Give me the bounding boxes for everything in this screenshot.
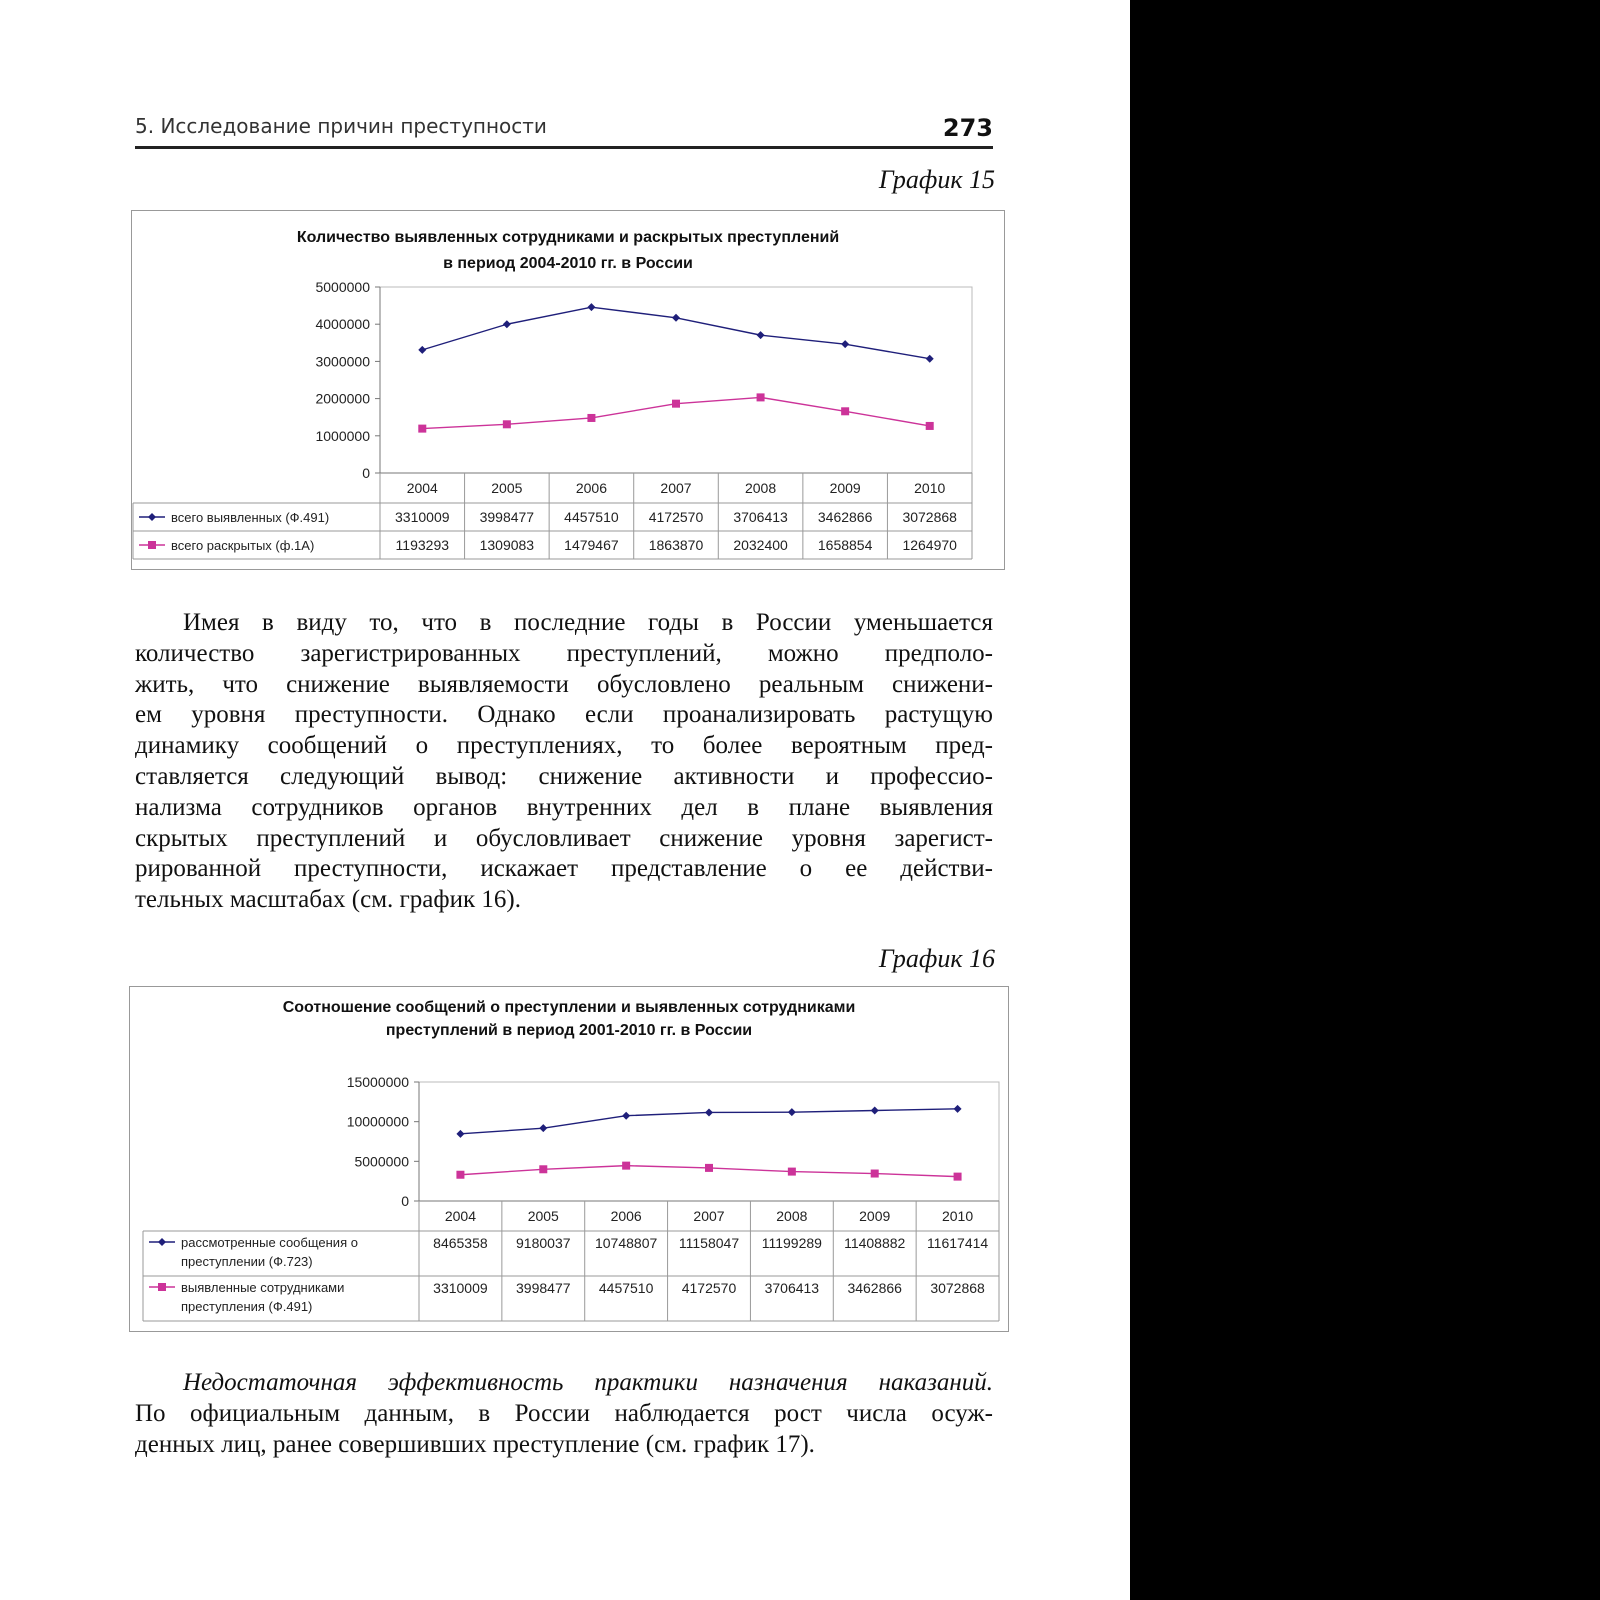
series-2-point bbox=[456, 1171, 464, 1179]
legend-key-marker bbox=[148, 513, 156, 521]
data-table-value: 9180037 bbox=[516, 1235, 571, 1251]
page-number: 273 bbox=[942, 114, 993, 142]
x-category-label: 2006 bbox=[575, 480, 608, 496]
chart16-title-line1: Соотношение сообщений о преступлении и выявленных сотрудниками bbox=[282, 999, 856, 1016]
data-table-value: 3998477 bbox=[516, 1280, 571, 1296]
series-1-point bbox=[757, 331, 765, 339]
legend-label: преступлении (Ф.723) bbox=[181, 1254, 313, 1269]
series-1-point bbox=[841, 340, 849, 348]
x-category-label: 2006 bbox=[610, 1208, 642, 1224]
data-table-value: 3706413 bbox=[764, 1280, 820, 1296]
chart15-title-line1: Количество выявленных сотрудниками и раскрытых преступлений bbox=[296, 229, 840, 246]
header-rule bbox=[135, 146, 993, 149]
y-tick-label: 2000000 bbox=[315, 390, 370, 407]
data-table-value: 3310009 bbox=[433, 1280, 488, 1296]
series-2-point bbox=[672, 400, 680, 408]
paragraph-1-line: скрытых преступлений и обусловливает снижение уровня зарегист- bbox=[135, 824, 993, 852]
paragraph-1-line: ставляется следующий вывод: снижение активности и профессио- bbox=[135, 762, 993, 790]
series-2-point bbox=[841, 407, 849, 415]
series-1-point bbox=[587, 303, 595, 311]
paragraph-2-heading: Недостаточная эффективность практики назначения наказаний. bbox=[183, 1369, 993, 1396]
data-table-value: 3462866 bbox=[847, 1280, 902, 1296]
x-category-label: 2004 bbox=[406, 480, 438, 496]
series-2-point bbox=[622, 1162, 630, 1170]
chart15-caption: График 15 bbox=[878, 165, 995, 194]
data-table-value: 3998477 bbox=[479, 509, 535, 525]
data-table-value: 3072868 bbox=[902, 509, 957, 525]
y-tick-label: 10000000 bbox=[346, 1113, 409, 1130]
series-1-point bbox=[871, 1106, 879, 1114]
legend-key-marker bbox=[158, 1283, 166, 1291]
series-1-point bbox=[672, 314, 680, 322]
paragraph-1-line: ем уровня преступности. Однако если проанализировать растущую bbox=[135, 701, 993, 729]
series-2-point bbox=[587, 414, 595, 422]
data-table-value: 11617414 bbox=[926, 1235, 989, 1251]
x-category-label: 2007 bbox=[660, 480, 692, 496]
scan-black-margin bbox=[1130, 0, 1600, 1600]
data-table-value: 11158047 bbox=[678, 1235, 740, 1251]
paragraph-2-line bbox=[135, 1368, 993, 1399]
paragraph-1-line: нализма сотрудников органов внутренних дел в плане выявления bbox=[135, 793, 993, 821]
data-table-value: 1658854 bbox=[817, 537, 873, 553]
x-category-label: 2004 bbox=[444, 1208, 477, 1224]
chart15-figure bbox=[131, 210, 1005, 570]
y-tick-label: 4000000 bbox=[315, 316, 370, 333]
series-1-point bbox=[622, 1112, 630, 1120]
series-2-point bbox=[539, 1165, 547, 1173]
data-table-value: 3072868 bbox=[930, 1280, 985, 1296]
series-1-point bbox=[954, 1105, 962, 1113]
y-tick-label: 0 bbox=[401, 1193, 409, 1209]
series-2-point bbox=[418, 425, 426, 433]
series-2-point bbox=[757, 393, 765, 401]
paragraph-1-line: динамику сообщений о преступлениях, то более вероятным пред- bbox=[135, 732, 993, 760]
series-1-point bbox=[705, 1108, 713, 1116]
x-category-label: 2008 bbox=[744, 480, 777, 496]
legend-label: выявленные сотрудниками bbox=[181, 1280, 345, 1295]
data-table-value: 3706413 bbox=[733, 509, 788, 525]
paragraph-2-line: По официальным данным, в России наблюдается рост числа осуж- bbox=[135, 1399, 993, 1427]
legend-label: всего выявленных (Ф.491) bbox=[171, 510, 330, 525]
x-category-label: 2009 bbox=[829, 480, 861, 496]
data-table-value: 1863870 bbox=[648, 537, 704, 553]
data-table-value: 4172570 bbox=[648, 509, 704, 525]
paragraph-2 bbox=[135, 1368, 993, 1460]
series-2-point bbox=[788, 1168, 796, 1176]
chart15-svg bbox=[132, 211, 1004, 569]
paragraph-1-line: тельных масштабах (см. график 16). bbox=[135, 886, 521, 914]
legend-label: рассмотренные сообщения о bbox=[181, 1235, 358, 1250]
data-table-value: 1264970 bbox=[902, 537, 957, 553]
data-table-value: 8465358 bbox=[433, 1235, 488, 1251]
series-2-point bbox=[954, 1173, 962, 1181]
data-table-value: 10748807 bbox=[594, 1235, 658, 1251]
x-category-label: 2008 bbox=[776, 1208, 808, 1224]
series-1-point bbox=[788, 1108, 796, 1116]
data-table-value: 11408882 bbox=[844, 1235, 906, 1251]
x-category-label: 2009 bbox=[859, 1208, 891, 1224]
series-1-point bbox=[418, 346, 426, 354]
chart16-title-line2: преступлений в период 2001-2010 гг. в России bbox=[385, 1022, 753, 1039]
y-tick-label: 0 bbox=[362, 465, 370, 481]
chart16-caption: График 16 bbox=[878, 944, 995, 973]
data-table-value: 11199289 bbox=[761, 1235, 822, 1251]
data-table-value: 1193293 bbox=[395, 537, 450, 553]
data-table-value: 4457510 bbox=[564, 509, 619, 525]
chart16-svg bbox=[130, 987, 1008, 1331]
series-2-point bbox=[705, 1164, 713, 1172]
x-category-label: 2010 bbox=[914, 480, 946, 496]
paragraph-1-line: Имея в виду то, что в последние годы в России уменьшается bbox=[183, 609, 993, 636]
data-table-value: 3310009 bbox=[395, 509, 450, 525]
data-table-value: 1479467 bbox=[564, 537, 619, 553]
y-tick-label: 1000000 bbox=[315, 427, 370, 444]
y-tick-label: 5000000 bbox=[315, 279, 370, 295]
x-category-label: 2007 bbox=[693, 1208, 725, 1224]
paragraph-1-line: рированной преступности, искажает представление о ее действи- bbox=[135, 855, 993, 883]
running-header: 5. Исследование причин преступности bbox=[135, 114, 547, 138]
series-1-point bbox=[539, 1124, 547, 1132]
paragraph-2-line: денных лиц, ранее совершивших преступление (см. график 17). bbox=[135, 1430, 815, 1458]
x-category-label: 2005 bbox=[491, 480, 523, 496]
data-table-value: 4172570 bbox=[681, 1280, 737, 1296]
chart15-title-line2: в период 2004-2010 гг. в России bbox=[443, 255, 693, 272]
x-category-label: 2010 bbox=[941, 1208, 974, 1224]
series-1-point bbox=[456, 1130, 464, 1138]
y-tick-label: 3000000 bbox=[315, 353, 370, 370]
legend-key-marker bbox=[158, 1238, 166, 1246]
data-table-value: 2032400 bbox=[733, 537, 788, 553]
paragraph-1-line: жить, что снижение выявляемости обусловлено реальным снижени- bbox=[135, 670, 993, 698]
legend-label: всего раскрытых (ф.1А) bbox=[171, 538, 315, 553]
data-table-value: 1309083 bbox=[479, 537, 535, 553]
chart16-figure bbox=[129, 986, 1009, 1332]
series-1-point bbox=[503, 320, 511, 328]
x-category-label: 2005 bbox=[527, 1208, 559, 1224]
series-2-point bbox=[871, 1170, 879, 1178]
y-tick-label: 15000000 bbox=[346, 1074, 409, 1090]
plot-area bbox=[419, 1082, 999, 1201]
data-table-value: 4457510 bbox=[598, 1280, 654, 1296]
paragraph-1 bbox=[135, 608, 993, 916]
data-table-value: 3462866 bbox=[817, 509, 873, 525]
legend-label: преступления (Ф.491) bbox=[181, 1299, 313, 1314]
series-2-point bbox=[926, 422, 934, 430]
series-2-point bbox=[503, 420, 511, 428]
y-tick-label: 5000000 bbox=[354, 1153, 409, 1170]
paragraph-1-line: количество зарегистрированных преступлений, можно предполо- bbox=[135, 639, 993, 667]
series-1-point bbox=[926, 355, 934, 363]
legend-key-marker bbox=[148, 541, 156, 549]
